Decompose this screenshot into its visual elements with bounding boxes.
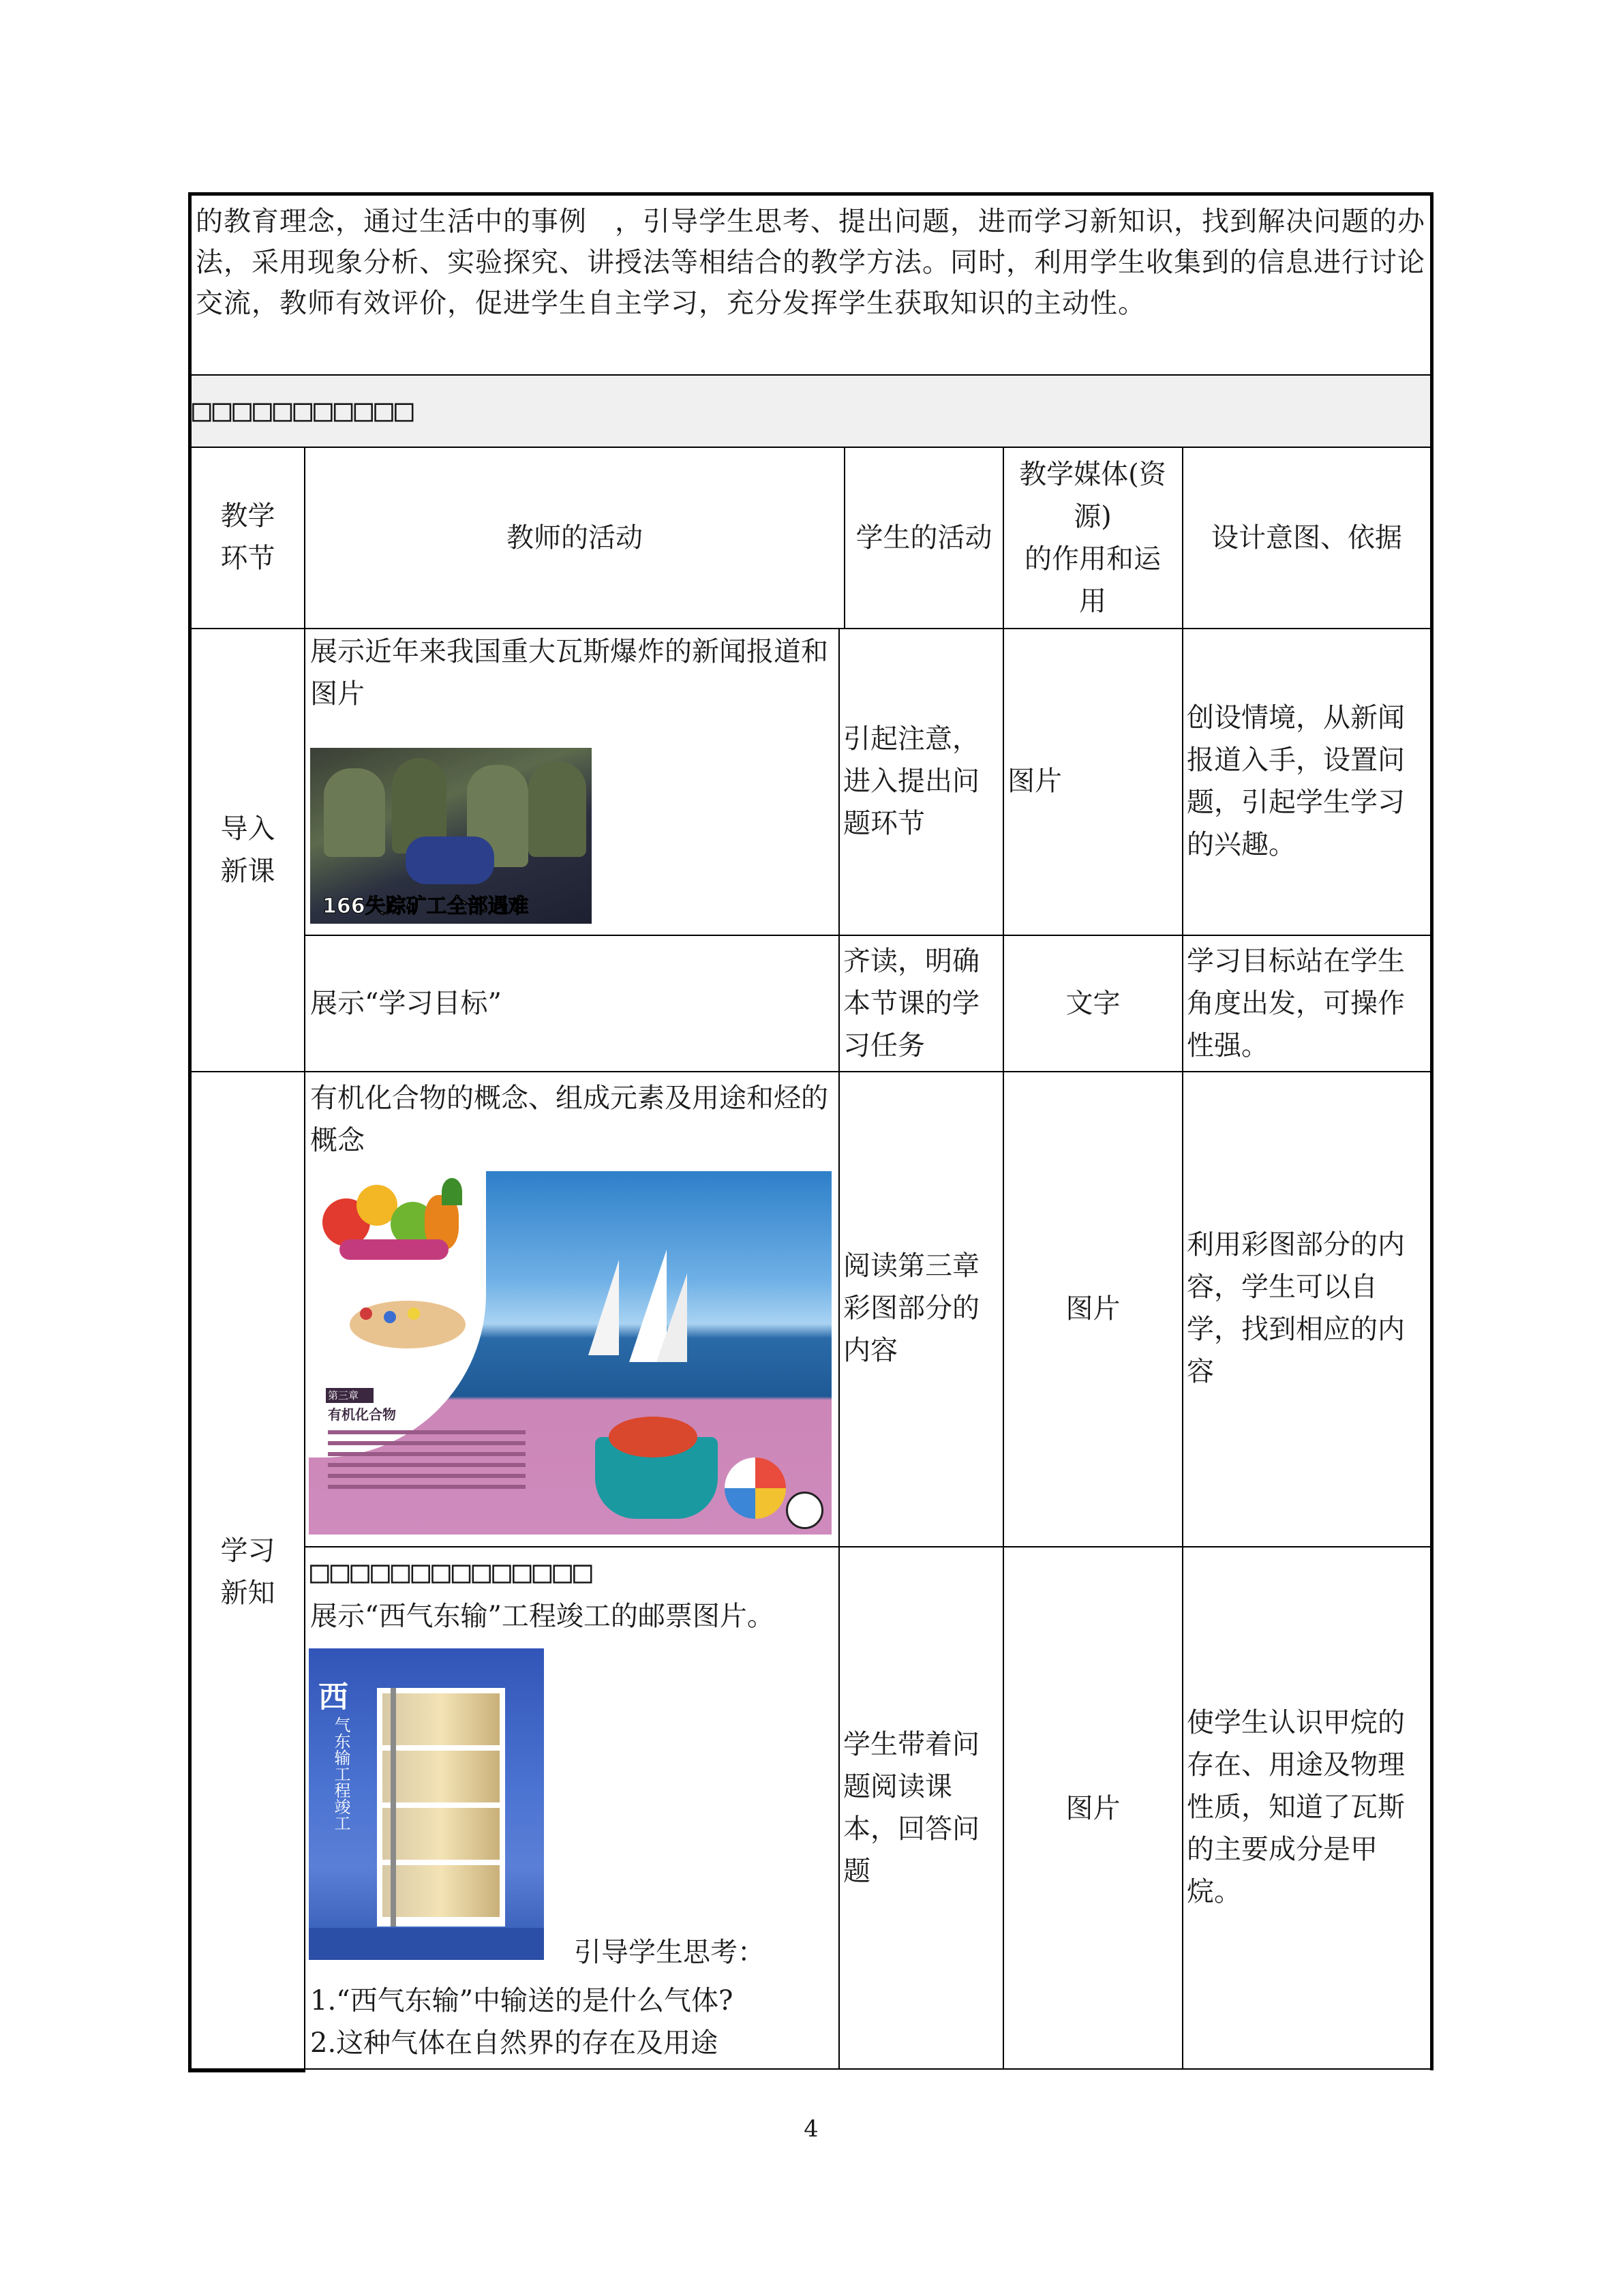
row4-guide: 引导学生思考：	[574, 1937, 765, 1968]
row4-media: 图片	[1065, 1793, 1121, 1824]
table-border-bottom	[188, 2068, 305, 2072]
row2-intent: 学习目标站在学生角度出发，可操作性强。	[1187, 946, 1405, 1061]
header-student: 学生的活动	[855, 522, 992, 554]
col-line-2	[838, 629, 840, 2069]
col-line-4	[1182, 448, 1183, 2069]
row-line-2	[192, 1071, 1430, 1072]
row4-heading-missing-glyphs: □□□□□□□□□□□□□□	[310, 1553, 594, 1590]
row-line-3	[304, 1546, 1430, 1547]
row2-student: 齐读，明确本节课的学习任务	[843, 946, 980, 1061]
chapter-title: 有机化合物	[328, 1406, 396, 1423]
row3-intent: 利用彩图部分的内容，学生可以自学，找到相应的内容	[1187, 1229, 1405, 1387]
textbook-chapter-illustration	[309, 1171, 832, 1535]
stage-learn: 学习 新知	[220, 1535, 275, 1609]
section-header-missing-glyphs: □□□□□□□□□□□	[192, 391, 415, 428]
row-line-header	[192, 628, 1430, 629]
chapter-label: 第三章	[328, 1389, 359, 1402]
row-line-1	[304, 935, 1430, 936]
row3-teacher-text: 有机化合物的概念、组成元素及用途和烃的概念	[310, 1083, 828, 1156]
row4-intent: 使学生认识甲烷的存在、用途及物理性质，知道了瓦斯的主要成分是甲烷。	[1187, 1707, 1405, 1907]
row4-question-1: 1.“西气东输”中输送的是什么气体?	[310, 1985, 733, 2016]
table-border-right	[1430, 192, 1434, 2070]
row2-media: 文字	[1065, 988, 1121, 1019]
row4-student: 学生带着问题阅读课本，回答问题	[843, 1729, 980, 1887]
stamp-subtitle: 气东输工程竣工	[331, 1717, 350, 1831]
mine-rescue-photo	[310, 748, 592, 924]
stamp-title: 西	[318, 1680, 348, 1715]
stage-intro: 导入 新课	[220, 813, 275, 887]
page-number: 4	[804, 2115, 819, 2143]
row4-question-2: 2.这种气体在自然界的存在及用途	[310, 2027, 718, 2059]
intro-paragraph: 的教育理念，通过生活中的事例 ，引导学生思考、提出问题，进而学习新知识，找到解决问题的办法，采用现象分析、实验探究、讲授法等相结合的教学方法。同时，利用学生收集到的信息进行讨论交流，教师有效评价，促进学生自主学习，充分发挥学生获取知识的主动性。	[196, 206, 1425, 319]
row2-teacher: 展示“学习目标”	[310, 988, 502, 1019]
row1-media: 图片	[1007, 766, 1062, 797]
table-border-top	[188, 192, 1434, 196]
west-east-gas-stamp-sheet	[309, 1648, 544, 1960]
row1-intent: 创设情境，从新闻报道入手，设置问题，引起学生学习的兴趣。	[1187, 702, 1405, 860]
row3-media: 图片	[1065, 1293, 1121, 1325]
col-line-1	[304, 448, 305, 2069]
header-intent: 设计意图、依据	[1211, 522, 1402, 554]
header-stage: 教学 环节	[220, 500, 275, 574]
table-border-left	[188, 192, 192, 2072]
photo-caption: 166失踪矿工全部遇难	[322, 894, 529, 918]
header-teacher: 教师的活动	[506, 522, 643, 554]
row4-teacher-text: 展示“西气东输”工程竣工的邮票图片。	[310, 1601, 774, 1632]
table-border-bottom-thin	[305, 2068, 1434, 2070]
row1-teacher-text: 展示近年来我国重大瓦斯爆炸的新闻报道和图片	[310, 636, 828, 710]
row1-student: 引起注意，进入提出问题环节	[843, 723, 980, 839]
row3-student: 阅读第三章彩图部分的内容	[843, 1250, 980, 1366]
header-media: 教学媒体(资源) 的作用和运用	[1019, 459, 1166, 617]
